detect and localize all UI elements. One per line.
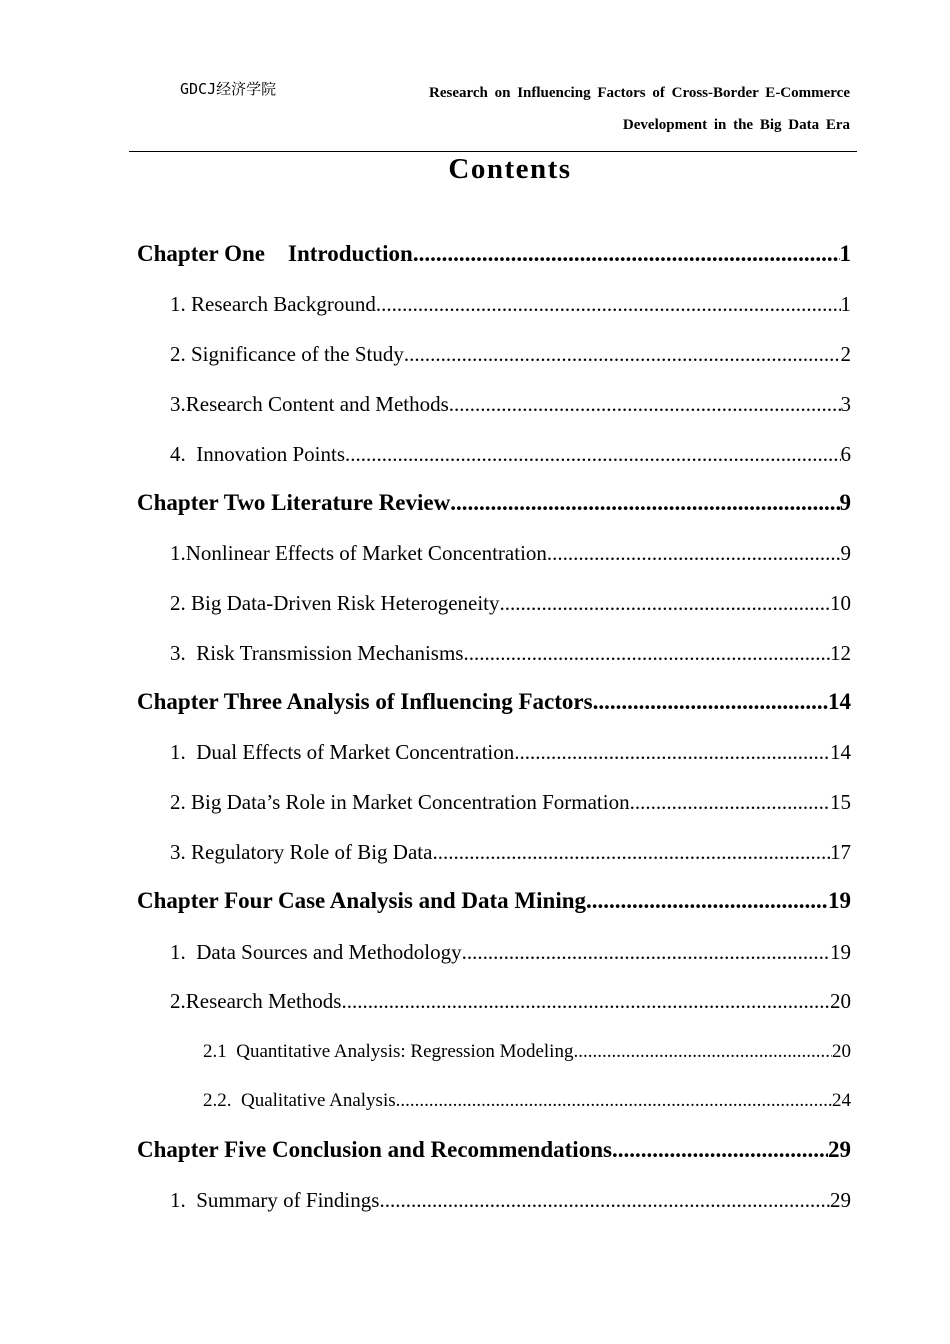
toc-entry-label: 2.Research Methods — [170, 989, 342, 1013]
header-left-text: GDCJ经济学院 — [180, 80, 277, 98]
toc-section-entry[interactable] — [170, 790, 851, 815]
toc-page-number: 1 — [839, 241, 851, 266]
toc-entry-label: 4. Innovation Points — [170, 442, 346, 466]
toc-chapter-entry[interactable] — [137, 490, 851, 516]
toc-dot-leader — [376, 292, 841, 317]
toc-page-number: 9 — [839, 490, 851, 515]
toc-dot-leader — [612, 1137, 828, 1163]
toc-section-entry[interactable] — [170, 342, 851, 367]
toc-dot-leader — [396, 1090, 832, 1112]
toc-page-number: 29 — [830, 1188, 851, 1212]
toc-entry-label: Chapter Two Literature Review — [137, 490, 451, 515]
toc-page-number: 20 — [832, 1041, 851, 1062]
toc-dot-leader — [462, 940, 830, 965]
header-title-line-2: Development in the Big Data Era — [622, 117, 850, 133]
toc-dot-leader — [573, 1041, 832, 1063]
toc-page-number: 24 — [832, 1090, 851, 1111]
toc-section-entry[interactable] — [170, 292, 851, 317]
toc-page-number: 19 — [830, 940, 851, 964]
toc-page-number: 29 — [828, 1137, 851, 1162]
toc-entry-label: Chapter Four Case Analysis and Data Mining — [137, 888, 586, 913]
toc-page-number: 19 — [828, 888, 851, 913]
toc-page-number: 14 — [830, 740, 851, 764]
toc-page-number: 17 — [830, 840, 851, 864]
toc-dot-leader — [379, 1188, 830, 1213]
page-title: Contents — [448, 153, 572, 185]
toc-page-number: 3 — [840, 392, 851, 416]
toc-entry-label: 2.2. Qualitative Analysis — [203, 1090, 396, 1111]
toc-dot-leader — [432, 840, 830, 865]
toc-dot-leader — [547, 541, 841, 566]
toc-entry-label: 2. Big Data’s Role in Market Concentration Formation — [170, 790, 630, 814]
toc-dot-leader — [463, 641, 830, 666]
toc-page-number: 10 — [830, 591, 851, 615]
toc-page-number: 1 — [840, 292, 851, 316]
toc-chapter-entry[interactable] — [137, 241, 851, 267]
toc-page-number: 15 — [830, 790, 851, 814]
toc-section-entry[interactable] — [170, 989, 851, 1014]
toc-entry-label: 3. Regulatory Role of Big Data — [170, 840, 433, 864]
toc-chapter-entry[interactable] — [137, 1137, 851, 1163]
header-title-line-1: Research on Influencing Factors of Cross-Border E-Commerce — [429, 85, 850, 101]
toc-dot-leader — [500, 591, 831, 616]
toc-chapter-entry[interactable] — [137, 689, 851, 715]
toc-page-number: 12 — [830, 641, 851, 665]
toc-page-number: 14 — [828, 689, 851, 714]
toc-entry-label: Chapter Three Analysis of Influencing Factors — [137, 689, 593, 714]
toc-dot-leader — [593, 689, 828, 715]
toc-dot-leader — [345, 442, 840, 467]
toc-entry-label: 3.Research Content and Methods — [170, 392, 449, 416]
toc-entry-label: 2. Big Data-Driven Risk Heterogeneity — [170, 591, 500, 615]
toc-page-number: 2 — [840, 342, 851, 366]
toc-entry-label: Chapter Five Conclusion and Recommendations — [137, 1137, 612, 1162]
toc-entry-label: 1. Summary of Findings — [170, 1188, 380, 1212]
toc-section-entry[interactable] — [170, 740, 851, 765]
toc-dot-leader — [413, 241, 840, 267]
toc-entry-label: 1. Research Background — [170, 292, 376, 316]
toc-page-number: 20 — [830, 989, 851, 1013]
toc-entry-label: 1.Nonlinear Effects of Market Concentration — [170, 541, 547, 565]
toc-subsection-entry[interactable] — [203, 1041, 851, 1063]
toc-entry-label: 1. Dual Effects of Market Concentration — [170, 740, 515, 764]
toc-section-entry[interactable] — [170, 1188, 851, 1213]
toc-dot-leader — [586, 888, 828, 914]
toc-dot-leader — [404, 342, 841, 367]
toc-entry-label: 2. Significance of the Study — [170, 342, 404, 366]
toc-dot-leader — [630, 790, 830, 815]
toc-dot-leader — [449, 392, 841, 417]
toc-dot-leader — [450, 490, 839, 516]
toc-entry-label: Chapter One Introduction — [137, 241, 413, 266]
toc-section-entry[interactable] — [170, 641, 851, 666]
toc-section-entry[interactable] — [170, 392, 851, 417]
toc-section-entry[interactable] — [170, 442, 851, 467]
toc-entry-label: 2.1 Quantitative Analysis: Regression Modeling — [203, 1041, 574, 1062]
toc-section-entry[interactable] — [170, 591, 851, 616]
toc-page-number: 9 — [840, 541, 851, 565]
toc-entry-label: 3. Risk Transmission Mechanisms — [170, 641, 464, 665]
toc-section-entry[interactable] — [170, 940, 851, 965]
toc-subsection-entry[interactable] — [203, 1090, 851, 1112]
toc-chapter-entry[interactable] — [137, 888, 851, 914]
toc-section-entry[interactable] — [170, 541, 851, 566]
toc-dot-leader — [514, 740, 830, 765]
toc-dot-leader — [341, 989, 830, 1014]
toc-section-entry[interactable] — [170, 840, 851, 865]
toc-page-number: 6 — [840, 442, 851, 466]
toc-entry-label: 1. Data Sources and Methodology — [170, 940, 462, 964]
